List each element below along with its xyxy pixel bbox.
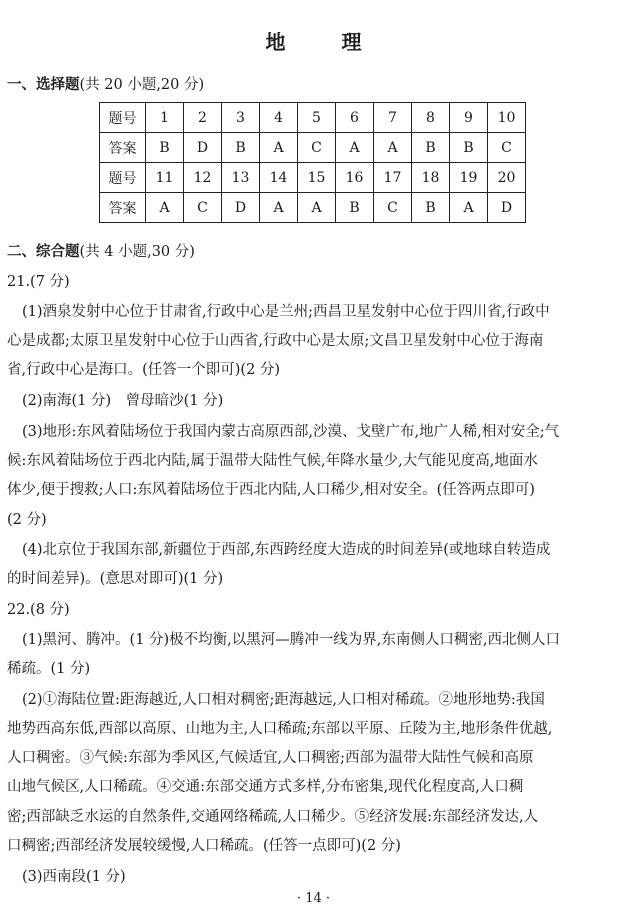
row-header-cell: 题号 <box>100 103 146 133</box>
table-cell: 13 <box>222 163 260 193</box>
row-header-cell: 答案 <box>100 133 146 163</box>
section-heading-label: 二、综合题 <box>7 243 80 260</box>
question-21-heading: 21.(7 分) <box>7 274 70 290</box>
text-line: (3)西南段(1 分) <box>22 869 126 885</box>
table-cell: A <box>336 133 374 163</box>
row-header-cell: 题号 <box>100 163 146 193</box>
table-cell: B <box>450 133 488 163</box>
text-line: 心是成都;太原卫星发射中心位于山西省,行政中心是太原;文昌卫星发射中心位于海南 <box>7 333 544 349</box>
section-heading-label: 一、选择题 <box>7 76 80 93</box>
table-cell: D <box>222 193 260 223</box>
table-cell: A <box>298 193 336 223</box>
table-cell: 17 <box>374 163 412 193</box>
text-line: 体少,便于搜救;人口:东风着陆场位于西北内陆,人口稀少,相对安全。(任答两点即可) <box>7 482 535 498</box>
table-cell: 12 <box>184 163 222 193</box>
text-line: 的时间差异)。(意思对即可)(1 分) <box>7 571 224 587</box>
text-line: 人口稠密。③气候:东部为季风区,气候适宜,人口稠密;西部为温带大陆性气候和高原 <box>7 750 534 766</box>
page-title: 地 理 <box>265 30 380 54</box>
table-cell: 16 <box>336 163 374 193</box>
table-cell: B <box>336 193 374 223</box>
answer-table <box>99 102 526 223</box>
text-line: (2)南海(1 分) 曾母暗沙(1 分) <box>22 393 224 409</box>
text-line: 口稠密;西部经济发展较缓慢,人口稀疏。(任答一点即可)(2 分) <box>7 838 401 854</box>
table-cell: A <box>146 193 184 223</box>
table-cell: 8 <box>412 103 450 133</box>
text-line: (4)北京位于我国东部,新疆位于西部,东西跨经度大造成的时间差异(或地球自转造成 <box>22 542 551 558</box>
section-heading-comprehensive <box>7 240 195 261</box>
table-cell: 20 <box>488 163 526 193</box>
text-line: 稀疏。(1 分) <box>7 661 91 677</box>
row-header-cell: 答案 <box>100 193 146 223</box>
table-cell: 4 <box>260 103 298 133</box>
table-cell: B <box>146 133 184 163</box>
table-cell: D <box>488 193 526 223</box>
table-cell: A <box>374 133 412 163</box>
table-cell: 7 <box>374 103 412 133</box>
table-cell: 15 <box>298 163 336 193</box>
table-cell: A <box>260 193 298 223</box>
table-cell: A <box>450 193 488 223</box>
table-cell: 5 <box>298 103 336 133</box>
table-cell: 10 <box>488 103 526 133</box>
table-cell: B <box>412 193 450 223</box>
text-line: 省,行政中心是海口。(任答一个即可)(2 分) <box>7 362 281 378</box>
table-row <box>100 193 526 223</box>
table-cell: C <box>488 133 526 163</box>
text-line: (1)酒泉发射中心位于甘肃省,行政中心是兰州;西昌卫星发射中心位于四川省,行政中 <box>22 304 550 320</box>
table-cell: 19 <box>450 163 488 193</box>
text-line: (1)黑河、腾冲。(1 分)极不均衡,以黑河—腾冲一线为界,东南侧人口稠密,西北侧人口 <box>22 632 561 648</box>
table-cell: C <box>184 193 222 223</box>
text-line: (2 分) <box>7 512 47 528</box>
text-line: 地势西高东低,西部以高原、山地为主,人口稀疏;东部以平原、丘陵为主,地形条件优越, <box>7 721 553 737</box>
question-22-heading: 22.(8 分) <box>7 602 70 618</box>
section-heading-note: (共 20 小题,20 分) <box>79 77 205 93</box>
text-line: (2)①海陆位置:距海越近,人口相对稠密;距海越远,人口相对稀疏。②地形地势:我国 <box>22 692 545 708</box>
table-row <box>100 163 526 193</box>
table-cell: D <box>184 133 222 163</box>
text-line: 山地气候区,人口稀疏。④交通:东部交通方式多样,分布密集,现代化程度高,人口稠 <box>7 779 524 795</box>
table-cell: B <box>222 133 260 163</box>
table-cell: 6 <box>336 103 374 133</box>
table-cell: 1 <box>146 103 184 133</box>
table-cell: 3 <box>222 103 260 133</box>
text-line: 密;西部缺乏水运的自然条件,交通网络稀疏,人口稀少。⑤经济发展:东部经济发达,人 <box>7 809 539 825</box>
table-cell: B <box>412 133 450 163</box>
section-heading-choice <box>7 73 204 94</box>
table-row <box>100 133 526 163</box>
table-row <box>100 103 526 133</box>
table-cell: A <box>260 133 298 163</box>
text-line: 候:东风着陆场位于西北内陆,属于温带大陆性气候,年降水量少,大气能见度高,地面水 <box>7 453 538 469</box>
page-number: · 14 · <box>296 891 331 906</box>
table-cell: 2 <box>184 103 222 133</box>
table-cell: C <box>374 193 412 223</box>
table-cell: 14 <box>260 163 298 193</box>
table-cell: 9 <box>450 103 488 133</box>
table-cell: 11 <box>146 163 184 193</box>
table-cell: 18 <box>412 163 450 193</box>
table-cell: C <box>298 133 336 163</box>
section-heading-note: (共 4 小题,30 分) <box>79 244 195 260</box>
text-line: (3)地形:东风着陆场位于我国内蒙古高原西部,沙漠、戈壁广布,地广人稀,相对安全;气 <box>22 424 560 440</box>
